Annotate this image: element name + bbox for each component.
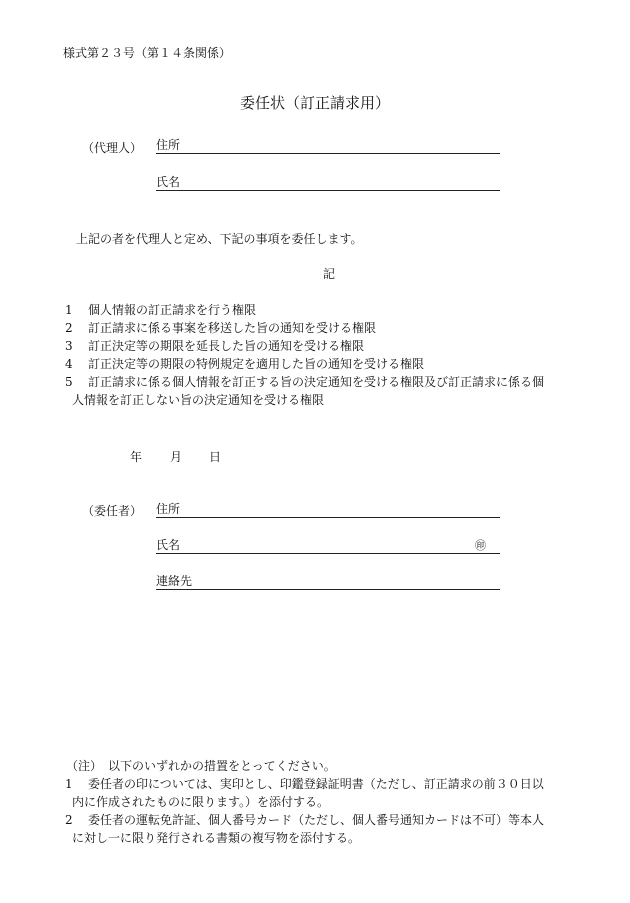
- principal-address-label: 住所: [156, 502, 181, 516]
- agent-address-field[interactable]: [156, 138, 500, 154]
- note-item: [63, 811, 603, 847]
- notes-list: [63, 775, 603, 847]
- date-year: 年: [130, 450, 143, 464]
- note-text: 委任者の印については、実印とし、印鑑登録証明書（ただし、訂正請求の前３０日以: [88, 777, 544, 791]
- item-number: 4: [65, 357, 73, 371]
- note-text: 委任者の運転免許証、個人番号カード（ただし、個人番号通知カードは不可）等本人: [88, 813, 545, 827]
- note-text-continuation: に対し一に限り発行される書類の複写物を添付する。: [72, 831, 361, 845]
- authority-item: [63, 301, 603, 319]
- agent-address-label: 住所: [156, 138, 181, 152]
- principal-name-field[interactable]: [156, 538, 500, 554]
- date-day: 日: [209, 450, 222, 464]
- delegation-statement: 上記の者を代理人と定め、下記の事項を委任します。: [76, 232, 363, 246]
- date-month: 月: [170, 450, 183, 464]
- authority-list: [63, 301, 603, 409]
- seal-mark: ㊞: [475, 539, 486, 552]
- item-text: 訂正請求に係る個人情報を訂正する旨の決定通知を受ける権限及び訂正請求に係る個: [88, 375, 545, 389]
- note-number: 2: [65, 813, 73, 827]
- item-number: 1: [65, 303, 73, 317]
- item-number: 2: [65, 321, 73, 335]
- item-number: 3: [65, 339, 73, 353]
- authority-item: [63, 355, 603, 373]
- item-text: 個人情報の訂正請求を行う権限: [88, 303, 257, 317]
- item-number: 5: [65, 375, 73, 389]
- agent-name-field[interactable]: [156, 175, 500, 191]
- agent-name-label: 氏名: [156, 175, 181, 189]
- authority-item: [63, 319, 603, 337]
- agent-label: （代理人）: [82, 141, 143, 155]
- principal-contact-field[interactable]: [156, 574, 500, 590]
- item-text: 訂正決定等の期限を延長した旨の通知を受ける権限: [88, 339, 365, 353]
- document-title: 委任状（訂正請求用）: [239, 94, 390, 112]
- note-item: [63, 775, 603, 811]
- form-number: 様式第２３号（第１４条関係）: [63, 46, 232, 60]
- notes-heading: （注） 以下のいずれかの措置をとってください。: [66, 759, 336, 773]
- authority-item: [63, 373, 603, 409]
- note-number: 1: [65, 777, 73, 791]
- note-text-continuation: 内に作成されたものに限ります。）を添付する。: [72, 795, 330, 809]
- item-text-continuation: 人情報を訂正しない旨の決定通知を受ける権限: [72, 393, 325, 407]
- principal-address-field[interactable]: [156, 502, 500, 518]
- principal-contact-label: 連絡先: [156, 574, 193, 588]
- item-text: 訂正決定等の期限の特例規定を適用した旨の通知を受ける権限: [88, 357, 425, 371]
- authority-item: [63, 337, 603, 355]
- ki-heading: 記: [323, 267, 336, 281]
- principal-label: （委任者）: [82, 504, 143, 518]
- principal-name-label: 氏名: [156, 538, 181, 552]
- item-text: 訂正請求に係る事案を移送した旨の通知を受ける権限: [88, 321, 377, 335]
